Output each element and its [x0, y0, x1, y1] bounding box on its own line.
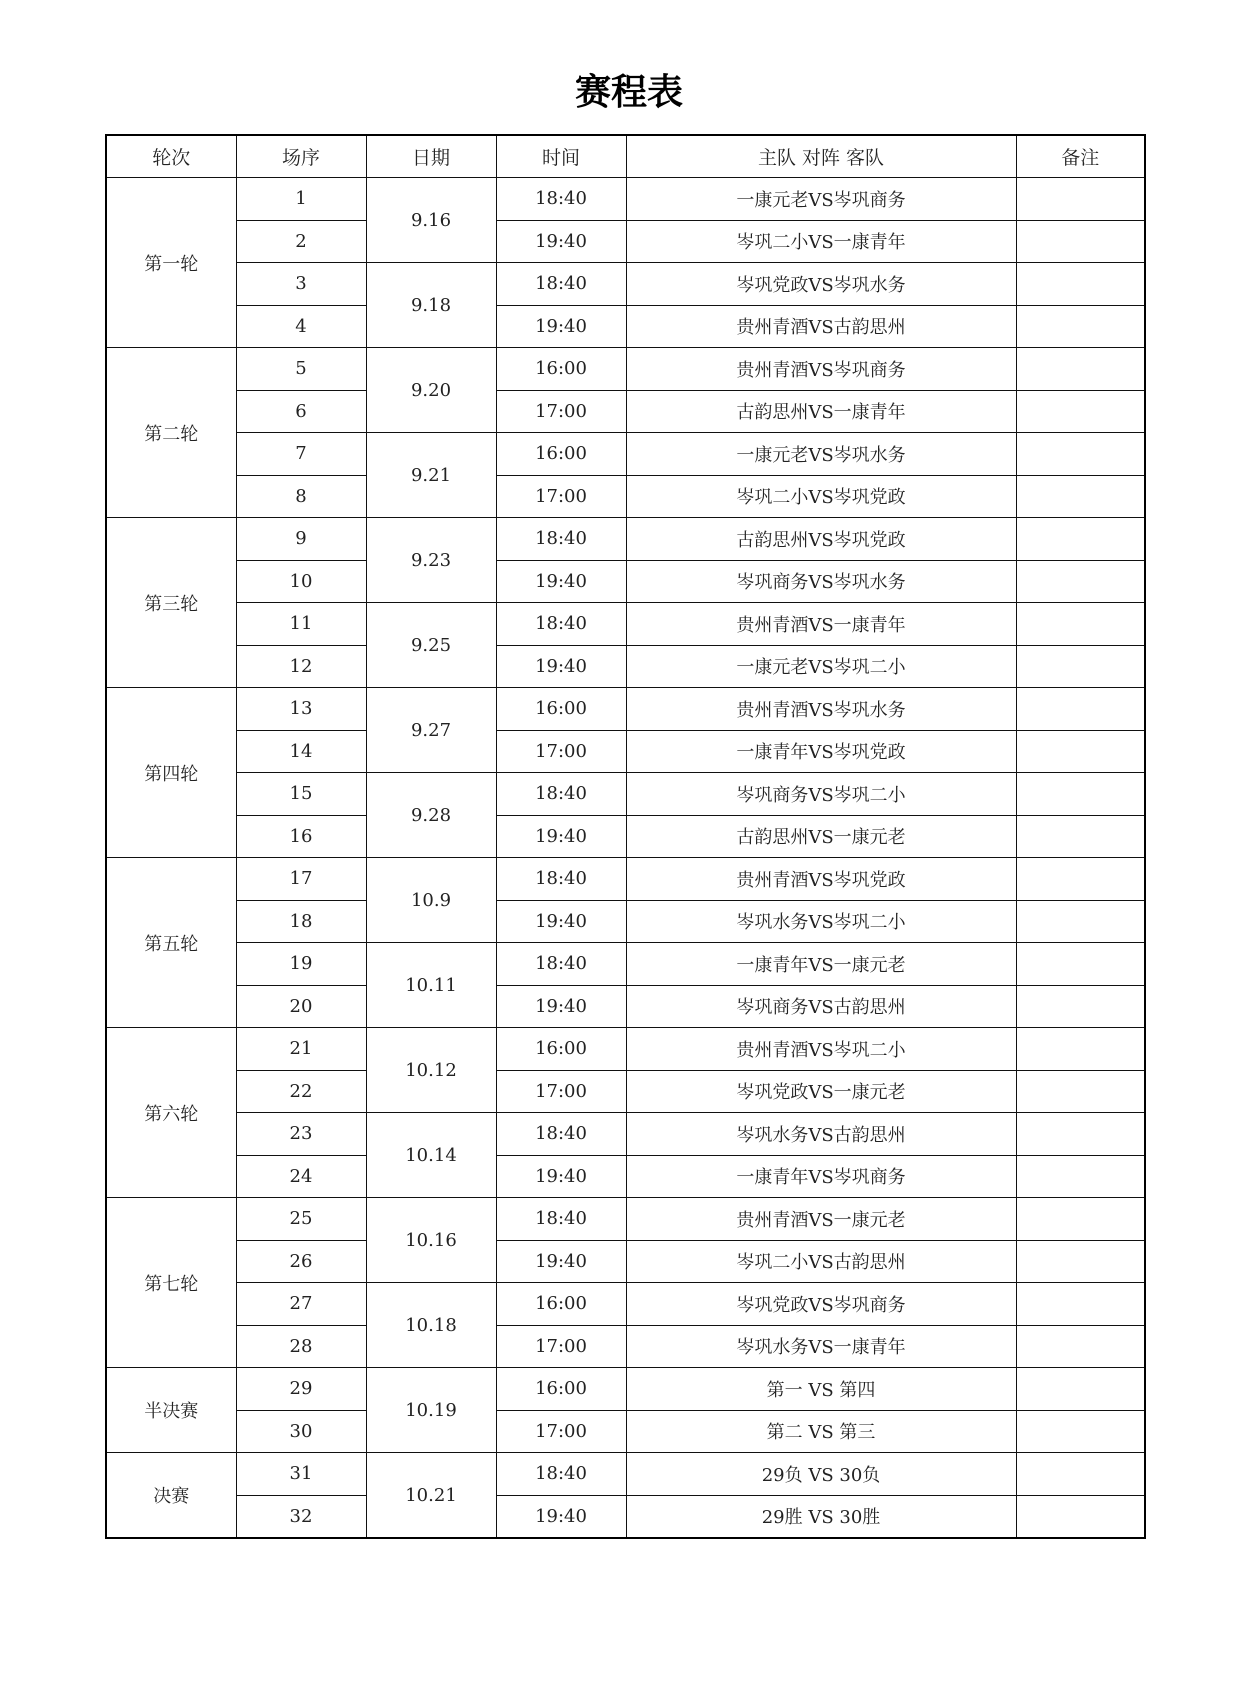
time-cell: 19:40	[496, 900, 626, 943]
table-row	[106, 560, 1145, 603]
match-cell: 贵州青酒VS岑巩水务	[626, 688, 1016, 731]
time-cell: 16:00	[496, 1368, 626, 1411]
seq-cell: 8	[236, 475, 366, 518]
note-cell	[1016, 858, 1145, 901]
seq-cell: 17	[236, 858, 366, 901]
match-cell: 第二 VS 第三	[626, 1410, 1016, 1453]
match-cell: 岑巩二小VS古韵思州	[626, 1240, 1016, 1283]
match-cell: 岑巩商务VS岑巩二小	[626, 773, 1016, 816]
note-cell	[1016, 1283, 1145, 1326]
table-row	[106, 1283, 1145, 1326]
seq-cell: 1	[236, 178, 366, 221]
note-cell	[1016, 305, 1145, 348]
note-cell	[1016, 1410, 1145, 1453]
match-cell: 29胜 VS 30胜	[626, 1495, 1016, 1538]
table-row	[106, 1198, 1145, 1241]
time-cell: 19:40	[496, 985, 626, 1028]
time-cell: 18:40	[496, 773, 626, 816]
note-cell	[1016, 1240, 1145, 1283]
table-row	[106, 1070, 1145, 1113]
note-cell	[1016, 1198, 1145, 1241]
time-cell: 18:40	[496, 1198, 626, 1241]
seq-cell: 31	[236, 1453, 366, 1496]
match-cell: 贵州青酒VS岑巩商务	[626, 348, 1016, 391]
time-cell: 17:00	[496, 1325, 626, 1368]
time-cell: 19:40	[496, 1155, 626, 1198]
table-row	[106, 1113, 1145, 1156]
note-cell	[1016, 1495, 1145, 1538]
date-cell: 9.20	[366, 348, 496, 433]
seq-cell: 16	[236, 815, 366, 858]
date-cell: 9.23	[366, 518, 496, 603]
note-cell	[1016, 603, 1145, 646]
header-round: 轮次	[106, 135, 236, 178]
time-cell: 17:00	[496, 1410, 626, 1453]
round-cell: 决赛	[106, 1453, 236, 1539]
match-cell: 贵州青酒VS岑巩二小	[626, 1028, 1016, 1071]
seq-cell: 28	[236, 1325, 366, 1368]
match-cell: 岑巩二小VS岑巩党政	[626, 475, 1016, 518]
note-cell	[1016, 985, 1145, 1028]
time-cell: 17:00	[496, 390, 626, 433]
table-row	[106, 1028, 1145, 1071]
match-cell: 岑巩水务VS古韵思州	[626, 1113, 1016, 1156]
time-cell: 18:40	[496, 1453, 626, 1496]
round-cell: 半决赛	[106, 1368, 236, 1453]
seq-cell: 15	[236, 773, 366, 816]
time-cell: 16:00	[496, 433, 626, 476]
date-cell: 10.14	[366, 1113, 496, 1198]
date-cell: 10.9	[366, 858, 496, 943]
table-row	[106, 773, 1145, 816]
time-cell: 18:40	[496, 943, 626, 986]
note-cell	[1016, 475, 1145, 518]
note-cell	[1016, 688, 1145, 731]
table-row	[106, 1495, 1145, 1538]
time-cell: 19:40	[496, 220, 626, 263]
match-cell: 29负 VS 30负	[626, 1453, 1016, 1496]
header-time: 时间	[496, 135, 626, 178]
seq-cell: 12	[236, 645, 366, 688]
table-row	[106, 858, 1145, 901]
match-cell: 贵州青酒VS古韵思州	[626, 305, 1016, 348]
header-row	[106, 135, 1145, 178]
time-cell: 18:40	[496, 1113, 626, 1156]
match-cell: 一康青年VS岑巩商务	[626, 1155, 1016, 1198]
table-row	[106, 1368, 1145, 1411]
seq-cell: 18	[236, 900, 366, 943]
match-cell: 岑巩商务VS岑巩水务	[626, 560, 1016, 603]
table-row	[106, 1410, 1145, 1453]
match-cell: 岑巩党政VS岑巩商务	[626, 1283, 1016, 1326]
note-cell	[1016, 1368, 1145, 1411]
seq-cell: 26	[236, 1240, 366, 1283]
seq-cell: 3	[236, 263, 366, 306]
seq-cell: 27	[236, 1283, 366, 1326]
seq-cell: 6	[236, 390, 366, 433]
round-cell: 第六轮	[106, 1028, 236, 1198]
table-row	[106, 220, 1145, 263]
seq-cell: 5	[236, 348, 366, 391]
time-cell: 16:00	[496, 688, 626, 731]
date-cell: 10.21	[366, 1453, 496, 1539]
time-cell: 19:40	[496, 1495, 626, 1538]
time-cell: 19:40	[496, 645, 626, 688]
note-cell	[1016, 1453, 1145, 1496]
time-cell: 17:00	[496, 475, 626, 518]
note-cell	[1016, 178, 1145, 221]
seq-cell: 11	[236, 603, 366, 646]
note-cell	[1016, 220, 1145, 263]
time-cell: 18:40	[496, 603, 626, 646]
time-cell: 18:40	[496, 178, 626, 221]
table-row	[106, 1453, 1145, 1496]
header-date: 日期	[366, 135, 496, 178]
table-row	[106, 985, 1145, 1028]
date-cell: 10.12	[366, 1028, 496, 1113]
table-row	[106, 900, 1145, 943]
time-cell: 19:40	[496, 560, 626, 603]
note-cell	[1016, 815, 1145, 858]
header-note: 备注	[1016, 135, 1145, 178]
match-cell: 岑巩党政VS一康元老	[626, 1070, 1016, 1113]
match-cell: 岑巩二小VS一康青年	[626, 220, 1016, 263]
match-cell: 岑巩水务VS一康青年	[626, 1325, 1016, 1368]
seq-cell: 9	[236, 518, 366, 561]
seq-cell: 22	[236, 1070, 366, 1113]
match-cell: 一康元老VS岑巩水务	[626, 433, 1016, 476]
table-row	[106, 688, 1145, 731]
seq-cell: 21	[236, 1028, 366, 1071]
time-cell: 17:00	[496, 730, 626, 773]
schedule-table	[105, 134, 1146, 1539]
date-cell: 10.18	[366, 1283, 496, 1368]
match-cell: 岑巩商务VS古韵思州	[626, 985, 1016, 1028]
page-title: 赛程表	[574, 72, 683, 113]
time-cell: 18:40	[496, 263, 626, 306]
note-cell	[1016, 433, 1145, 476]
note-cell	[1016, 730, 1145, 773]
date-cell: 9.21	[366, 433, 496, 518]
round-cell: 第四轮	[106, 688, 236, 858]
header-match: 主队 对阵 客队	[626, 135, 1016, 178]
seq-cell: 30	[236, 1410, 366, 1453]
date-cell: 10.16	[366, 1198, 496, 1283]
time-cell: 18:40	[496, 858, 626, 901]
date-cell: 10.11	[366, 943, 496, 1028]
seq-cell: 10	[236, 560, 366, 603]
match-cell: 一康元老VS岑巩商务	[626, 178, 1016, 221]
date-cell: 10.19	[366, 1368, 496, 1453]
note-cell	[1016, 390, 1145, 433]
match-cell: 贵州青酒VS一康元老	[626, 1198, 1016, 1241]
table-row	[106, 348, 1145, 391]
note-cell	[1016, 1070, 1145, 1113]
seq-cell: 13	[236, 688, 366, 731]
table-row	[106, 305, 1145, 348]
date-cell: 9.25	[366, 603, 496, 688]
date-cell: 9.27	[366, 688, 496, 773]
seq-cell: 20	[236, 985, 366, 1028]
table-row	[106, 518, 1145, 561]
note-cell	[1016, 943, 1145, 986]
seq-cell: 32	[236, 1495, 366, 1538]
table-row	[106, 730, 1145, 773]
note-cell	[1016, 645, 1145, 688]
round-cell: 第七轮	[106, 1198, 236, 1368]
time-cell: 19:40	[496, 1240, 626, 1283]
match-cell: 贵州青酒VS岑巩党政	[626, 858, 1016, 901]
note-cell	[1016, 263, 1145, 306]
match-cell: 一康青年VS岑巩党政	[626, 730, 1016, 773]
match-cell: 岑巩水务VS岑巩二小	[626, 900, 1016, 943]
table-row	[106, 178, 1145, 221]
match-cell: 一康青年VS一康元老	[626, 943, 1016, 986]
note-cell	[1016, 560, 1145, 603]
table-row	[106, 433, 1145, 476]
match-cell: 一康元老VS岑巩二小	[626, 645, 1016, 688]
match-cell: 贵州青酒VS一康青年	[626, 603, 1016, 646]
seq-cell: 24	[236, 1155, 366, 1198]
schedule-body	[106, 178, 1145, 1539]
table-row	[106, 815, 1145, 858]
table-row	[106, 1240, 1145, 1283]
seq-cell: 4	[236, 305, 366, 348]
match-cell: 第一 VS 第四	[626, 1368, 1016, 1411]
match-cell: 古韵思州VS一康元老	[626, 815, 1016, 858]
date-cell: 9.18	[366, 263, 496, 348]
match-cell: 古韵思州VS岑巩党政	[626, 518, 1016, 561]
time-cell: 16:00	[496, 1028, 626, 1071]
table-row	[106, 390, 1145, 433]
time-cell: 17:00	[496, 1070, 626, 1113]
note-cell	[1016, 348, 1145, 391]
table-row	[106, 1325, 1145, 1368]
seq-cell: 19	[236, 943, 366, 986]
round-cell: 第一轮	[106, 178, 236, 348]
table-row	[106, 475, 1145, 518]
round-cell: 第二轮	[106, 348, 236, 518]
seq-cell: 7	[236, 433, 366, 476]
note-cell	[1016, 773, 1145, 816]
time-cell: 16:00	[496, 348, 626, 391]
seq-cell: 23	[236, 1113, 366, 1156]
seq-cell: 14	[236, 730, 366, 773]
table-row	[106, 645, 1145, 688]
table-row	[106, 1155, 1145, 1198]
date-cell: 9.28	[366, 773, 496, 858]
time-cell: 18:40	[496, 518, 626, 561]
time-cell: 19:40	[496, 815, 626, 858]
note-cell	[1016, 1155, 1145, 1198]
round-cell: 第三轮	[106, 518, 236, 688]
time-cell: 19:40	[496, 305, 626, 348]
date-cell: 9.16	[366, 178, 496, 263]
note-cell	[1016, 900, 1145, 943]
table-row	[106, 943, 1145, 986]
match-cell: 岑巩党政VS岑巩水务	[626, 263, 1016, 306]
note-cell	[1016, 1028, 1145, 1071]
seq-cell: 25	[236, 1198, 366, 1241]
match-cell: 古韵思州VS一康青年	[626, 390, 1016, 433]
table-row	[106, 263, 1145, 306]
header-seq: 场序	[236, 135, 366, 178]
table-row	[106, 603, 1145, 646]
note-cell	[1016, 518, 1145, 561]
seq-cell: 29	[236, 1368, 366, 1411]
note-cell	[1016, 1325, 1145, 1368]
round-cell: 第五轮	[106, 858, 236, 1028]
note-cell	[1016, 1113, 1145, 1156]
seq-cell: 2	[236, 220, 366, 263]
time-cell: 16:00	[496, 1283, 626, 1326]
